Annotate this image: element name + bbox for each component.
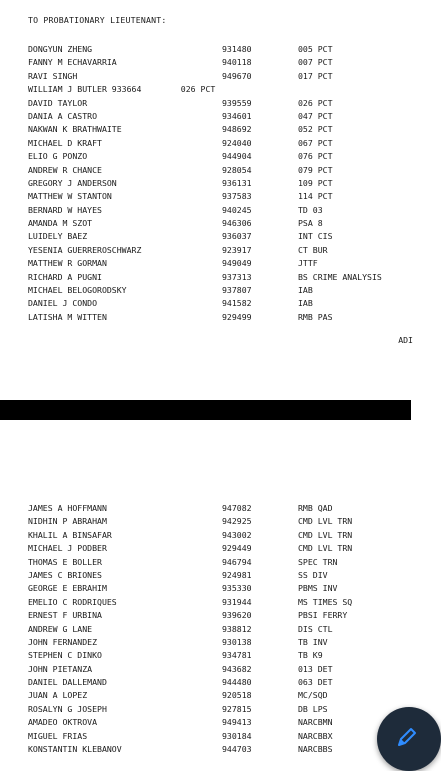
roster-name: LATISHA M WITTEN [28, 311, 107, 322]
roster-command: CMD LVL TRN [298, 516, 353, 527]
roster-command: 005 PCT [298, 44, 333, 54]
roster-tax-number: 937583 [222, 191, 252, 202]
roster-name: NIDHIN P ABRAHAM [28, 516, 107, 527]
roster-tax-number: 941582 [222, 298, 252, 309]
roster-tax-number: 949670 [222, 70, 252, 81]
roster-tax-number: 931944 [222, 596, 252, 607]
page-divider [0, 400, 411, 420]
roster-command: MC/SQD [298, 690, 328, 701]
roster-name: THOMAS E BOLLER [28, 556, 102, 567]
roster-command: SPEC TRN [298, 556, 338, 567]
roster-command: 067 PCT [298, 137, 333, 148]
cut-off-text: ADI [398, 335, 413, 345]
roster-command: RMB PAS [298, 311, 333, 322]
roster-name: MATTHEW R GORMAN [28, 258, 107, 269]
roster-name: YESENIA GUERREROSCHWARZ [28, 244, 142, 255]
roster-command: CT BUR [298, 244, 328, 255]
roster-command: SS DIV [298, 569, 328, 580]
roster-tax-number: 936037 [222, 231, 252, 242]
roster-command: IAB [298, 285, 313, 296]
roster-tax-number: 923917 [222, 244, 252, 255]
roster-command: 109 PCT [298, 177, 333, 188]
roster-tax-number: 931480 [222, 44, 252, 54]
roster-command: CMD LVL TRN [298, 529, 353, 540]
roster-command: JTTF [298, 258, 318, 269]
roster-tax-number: 927815 [222, 703, 252, 714]
roster-name: DONGYUN ZHENG [28, 44, 93, 54]
roster-command: INT CIS [298, 231, 333, 242]
roster-name: BERNARD W HAYES [28, 204, 102, 215]
roster-tax-number: 935330 [222, 583, 252, 594]
roster-command: PBMS INV [298, 583, 338, 594]
roster-command: 076 PCT [298, 151, 333, 162]
roster-tax-number: 944904 [222, 151, 252, 162]
roster-name: MIGUEL FRIAS [28, 730, 88, 741]
roster-command: 114 PCT [298, 191, 333, 202]
roster-command: 007 PCT [298, 57, 333, 68]
roster-name: KONSTANTIN KLEBANOV [28, 744, 122, 755]
edit-fab-button[interactable] [377, 707, 441, 771]
roster-command: 052 PCT [298, 124, 333, 135]
roster-tax-number: 937807 [222, 285, 252, 296]
roster-command: PSA 8 [298, 218, 323, 229]
roster-command: DB LPS [298, 703, 328, 714]
roster-name: RICHARD A PUGNI [28, 271, 102, 282]
roster-name: DAVID TAYLOR [28, 97, 88, 108]
roster-name: JAMES A HOFFMANN [28, 503, 107, 513]
roster-tax-number: 946306 [222, 218, 252, 229]
roster-tax-number: 924981 [222, 569, 252, 580]
roster-command: 063 DET [298, 677, 333, 688]
roster-name: EMELIO C RODRIQUES [28, 596, 117, 607]
roster-tax-number: 939620 [222, 610, 252, 621]
roster-name: MICHAEL D KRAFT [28, 137, 102, 148]
roster-name: LUIDELY BAEZ [28, 231, 88, 242]
roster-name: ERNEST F URBINA [28, 610, 102, 621]
roster-name: ELIO G PONZO [28, 151, 88, 162]
roster-tax-number: 934601 [222, 110, 252, 121]
roster-tax-number: 930184 [222, 730, 252, 741]
roster-tax-number: 934781 [222, 650, 252, 661]
roster-tax-number: 940245 [222, 204, 252, 215]
roster-name: JOHN FERNANDEZ [28, 636, 98, 647]
roster-tax-number: 930138 [222, 636, 252, 647]
roster-name: AMADEO OKTROVA [28, 717, 98, 728]
roster-tax-number: 949049 [222, 258, 252, 269]
roster-name: STEPHEN C DINKO [28, 650, 102, 661]
roster-name: MICHAEL J PODBER [28, 543, 107, 554]
roster-tax-number: 939559 [222, 97, 252, 108]
roster-name: ROSALYN G JOSEPH [28, 703, 107, 714]
roster-command: MS TIMES SQ [298, 596, 353, 607]
roster-command: 079 PCT [298, 164, 333, 175]
roster-command: TB INV [298, 636, 328, 647]
roster-command: NARCBBX [298, 730, 333, 741]
roster-command: DIS CTL [298, 623, 333, 634]
roster-tax-number: 929499 [222, 311, 252, 322]
roster-command: 047 PCT [298, 110, 333, 121]
roster-command: CMD LVL TRN [298, 543, 353, 554]
roster-command: BS CRIME ANALYSIS [298, 271, 382, 282]
roster-name: JAMES C BRIONES [28, 569, 102, 580]
roster-tax-number: 944480 [222, 677, 252, 688]
roster-tax-number: 949413 [222, 717, 252, 728]
roster-tax-number: 937313 [222, 271, 252, 282]
roster-tax-number: 947082 [222, 503, 252, 513]
roster-name: DANIEL J CONDO [28, 298, 98, 309]
roster-tax-number: 943682 [222, 663, 252, 674]
roster-name: JUAN A LOPEZ [28, 690, 88, 701]
document-page-top [0, 0, 411, 400]
roster-name: KHALIL A BINSAFAR [28, 529, 112, 540]
roster-tax-number: 942925 [222, 516, 252, 527]
roster-tax-number: 924040 [222, 137, 252, 148]
roster-command: 017 PCT [298, 70, 333, 81]
roster-name: MICHAEL BELOGORODSKY [28, 285, 127, 296]
roster-tax-number: 938812 [222, 623, 252, 634]
roster-merged-entry: WILLIAM J BUTLER 933664 026 PCT [28, 84, 216, 95]
roster-command: TD 03 [298, 204, 323, 215]
pencil-icon [395, 725, 419, 749]
roster-tax-number: 929449 [222, 543, 252, 554]
roster-command: RMB QAD [298, 503, 333, 513]
roster-tax-number: 943002 [222, 529, 252, 540]
roster-name: ANDREW R CHANCE [28, 164, 102, 175]
roster-command: NARCBBS [298, 744, 333, 755]
roster-command: IAB [298, 298, 313, 309]
roster-name: AMANDA M SZOT [28, 218, 93, 229]
roster-command: 013 DET [298, 663, 333, 674]
roster-tax-number: 948692 [222, 124, 252, 135]
roster-command: 026 PCT [298, 97, 333, 108]
roster-name: DANIEL DALLEMAND [28, 677, 107, 688]
roster-name: GEORGE E EBRAHIM [28, 583, 107, 594]
roster-name: NAKWAN K BRATHWAITE [28, 124, 122, 135]
roster-name: JOHN PIETANZA [28, 663, 93, 674]
roster-name: RAVI SINGH [28, 70, 78, 81]
roster-command: PBSI FERRY [298, 610, 348, 621]
roster-tax-number: 936131 [222, 177, 252, 188]
roster-tax-number: 940118 [222, 57, 252, 68]
roster-name: GREGORY J ANDERSON [28, 177, 117, 188]
roster-tax-number: 928054 [222, 164, 252, 175]
roster-command: TB K9 [298, 650, 323, 661]
roster-tax-number: 920518 [222, 690, 252, 701]
roster-tax-number: 946794 [222, 556, 252, 567]
roster-command: NARCBMN [298, 717, 333, 728]
roster-name: FANNY M ECHAVARRIA [28, 57, 117, 68]
roster-name: DANIA A CASTRO [28, 110, 98, 121]
roster-name: MATTHEW W STANTON [28, 191, 112, 202]
roster-tax-number: 944703 [222, 744, 252, 755]
roster-name: ANDREW G LANE [28, 623, 93, 634]
page-heading: TO PROBATIONARY LIEUTENANT: [28, 15, 167, 25]
